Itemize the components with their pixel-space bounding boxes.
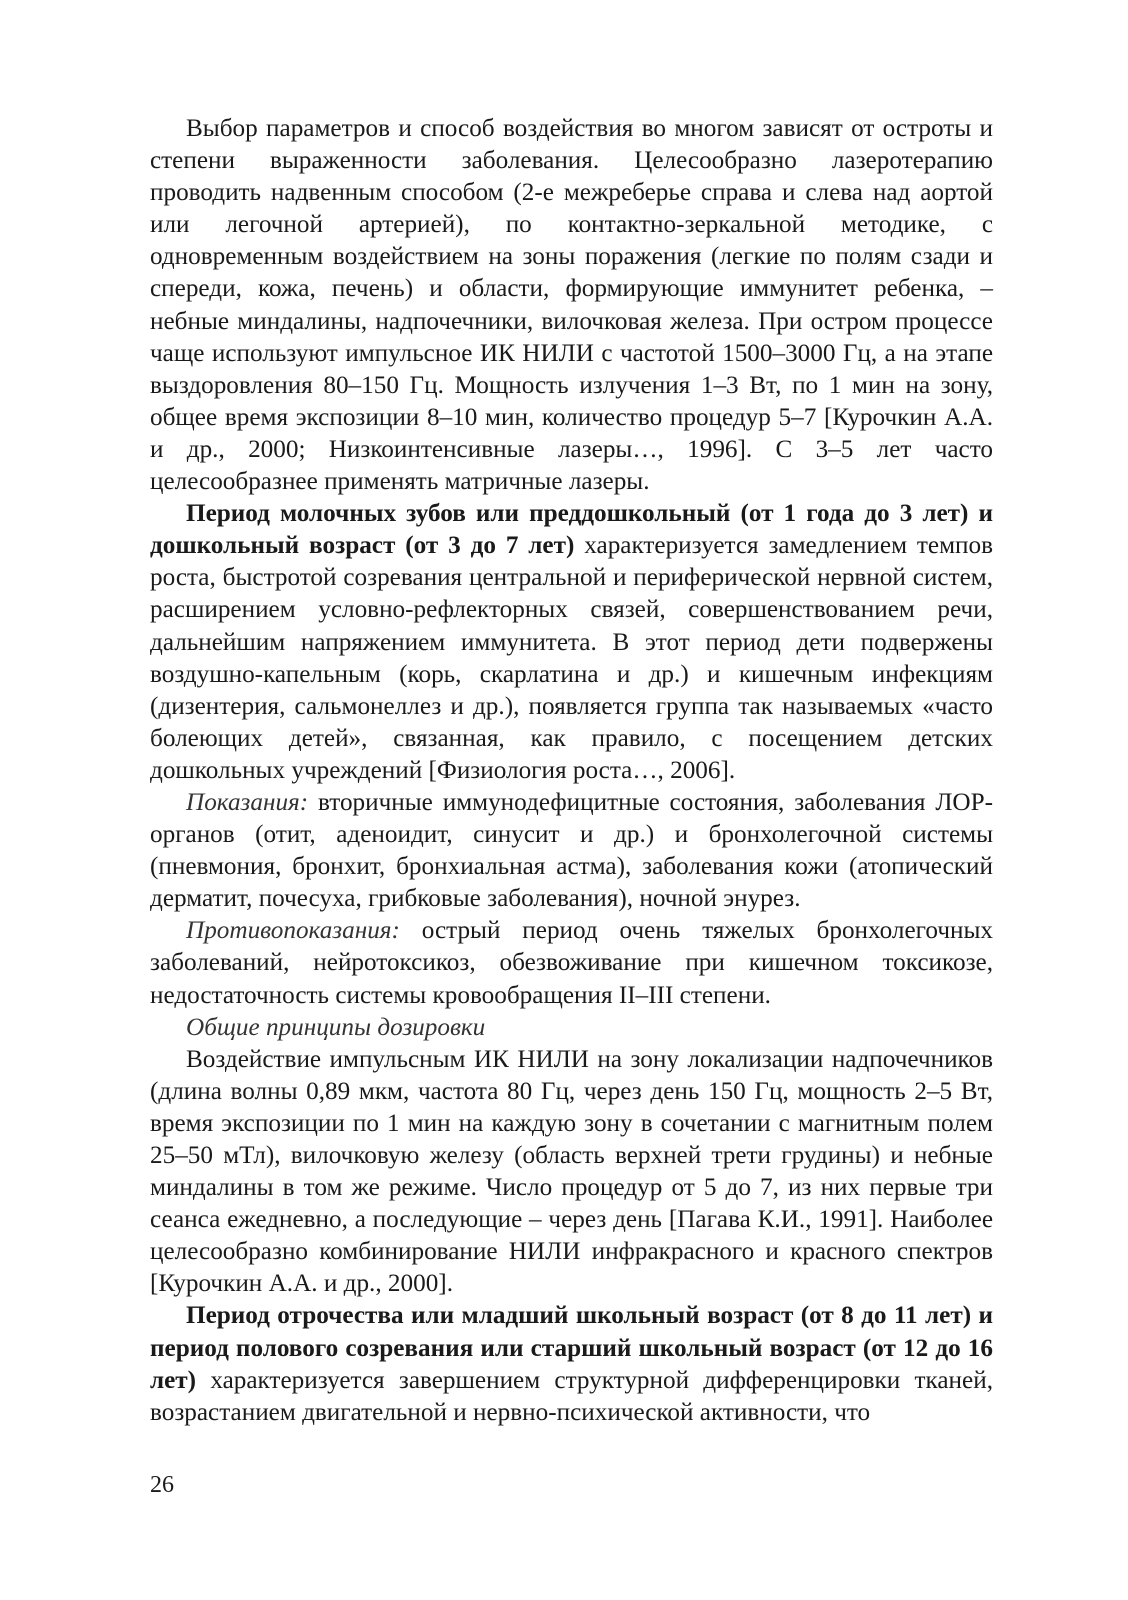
indications-text: вторичные иммунодефицитные состояния, заболевания ЛОР-органов (отит, аденоидит, синусит и др.) и бронхолегочной системы (пневмония, бронхит, бронхиальная астма), заболевания кожи (атопический дерматит, почесуха, грибковые заболевания), ночной энурез. [150,788,993,913]
paragraph-contraindications [150,915,993,1011]
heading-school-period: Период отрочества или младший школьный возраст (от 8 до 11 лет) и период полового созревания или старший школьный возраст (от 12 до 16 лет) [150,1302,993,1394]
paragraph-dosage-text: Воздействие импульсным ИК НИЛИ на зону локализации надпочечников (длина волны 0,89 мкм, частота 80 Гц, через день 150 Гц, мощность 2–5 Вт, время экспозиции по 1 мин на каждую зону в сочетании с магнитным полем 25–50 мТл), вилочковую железу (область верхней трети грудины) и небные миндалины в том же режиме. Число процедур от 5 до 7, из них первые три сеанса ежедневно, а последующие – через день [Пагава К.И., 1991]. Наиболее целесообразно комбинирование НИЛИ инфракрасного и красного спектров [Курочкин А.А. и др., 2000]. [150,1045,993,1298]
preschool-period-text: характеризуется замедлением темпов роста, быстротой созревания центральной и периферической нервной систем, расширением условно-рефлекторных связей, совершенствованием речи, дальнейшим напряжением иммунитета. В этот период дети подвержены воздушно-капельным (корь, скарлатина и др.) и кишечным инфекциям (дизентерия, сальмонеллез и др.), появляется группа так называемых «часто болеющих детей», связанная, как правило, с посещением детских дошкольных учреждений [Физиология роста…, 2006]. [150,532,993,784]
paragraph-indications [150,787,993,915]
dosage-heading: Общие принципы дозировки [186,1013,486,1041]
contraindications-text: острый период очень тяжелых бронхолегочных заболеваний, нейротоксикоз, обезвоживание при кишечном токсикозе, недостаточность системы кровообращения II–III степени. [150,917,993,1009]
heading-preschool-period: Период молочных зубов или преддошкольный (от 1 года до 3 лет) и дошкольный возраст (от 3 до 7 лет) [150,500,993,560]
page-number: 26 [150,1472,174,1498]
contraindications-label: Противопоказания: [186,917,400,945]
paragraph-school-period [150,1300,993,1428]
paragraph-laser-parameters: Выбор параметров и способ воздействия во многом зависят от остроты и степени выраженности заболевания. Целесообразно лазеротерапию проводить надвенным способом (2-е межреберье справа и слева над аортой или легочной артерией), по контактно-зеркальной методике, с одновременным воздействием на зоны поражения (легкие по полям сзади и спереди, кожа, печень) и области, формирующие иммунитет ребенка, – небные миндалины, надпочечники, вилочковая железа. При остром процессе чаще используют импульсное ИК НИЛИ с частотой 1500–3000 Гц, а на этапе выздоровления 80–150 Гц. Мощность излучения 1–3 Вт, по 1 мин на зону, общее время экспозиции 8–10 мин, количество процедур 5–7 [Курочкин А.А. и др., 2000; Низкоинтенсивные лазеры…, 1996]. С 3–5 лет часто целесообразнее применять матричные лазеры. [150,115,993,496]
page-body [150,113,993,1429]
indications-label: Показания: [186,788,309,816]
paragraph-preschool-period [150,498,993,787]
paragraph-dosage-heading [150,1012,993,1044]
school-period-text: характеризуется завершением структурной дифференцировки тканей, возрастанием двигательной и нервно-психической активности, что [150,1366,993,1426]
